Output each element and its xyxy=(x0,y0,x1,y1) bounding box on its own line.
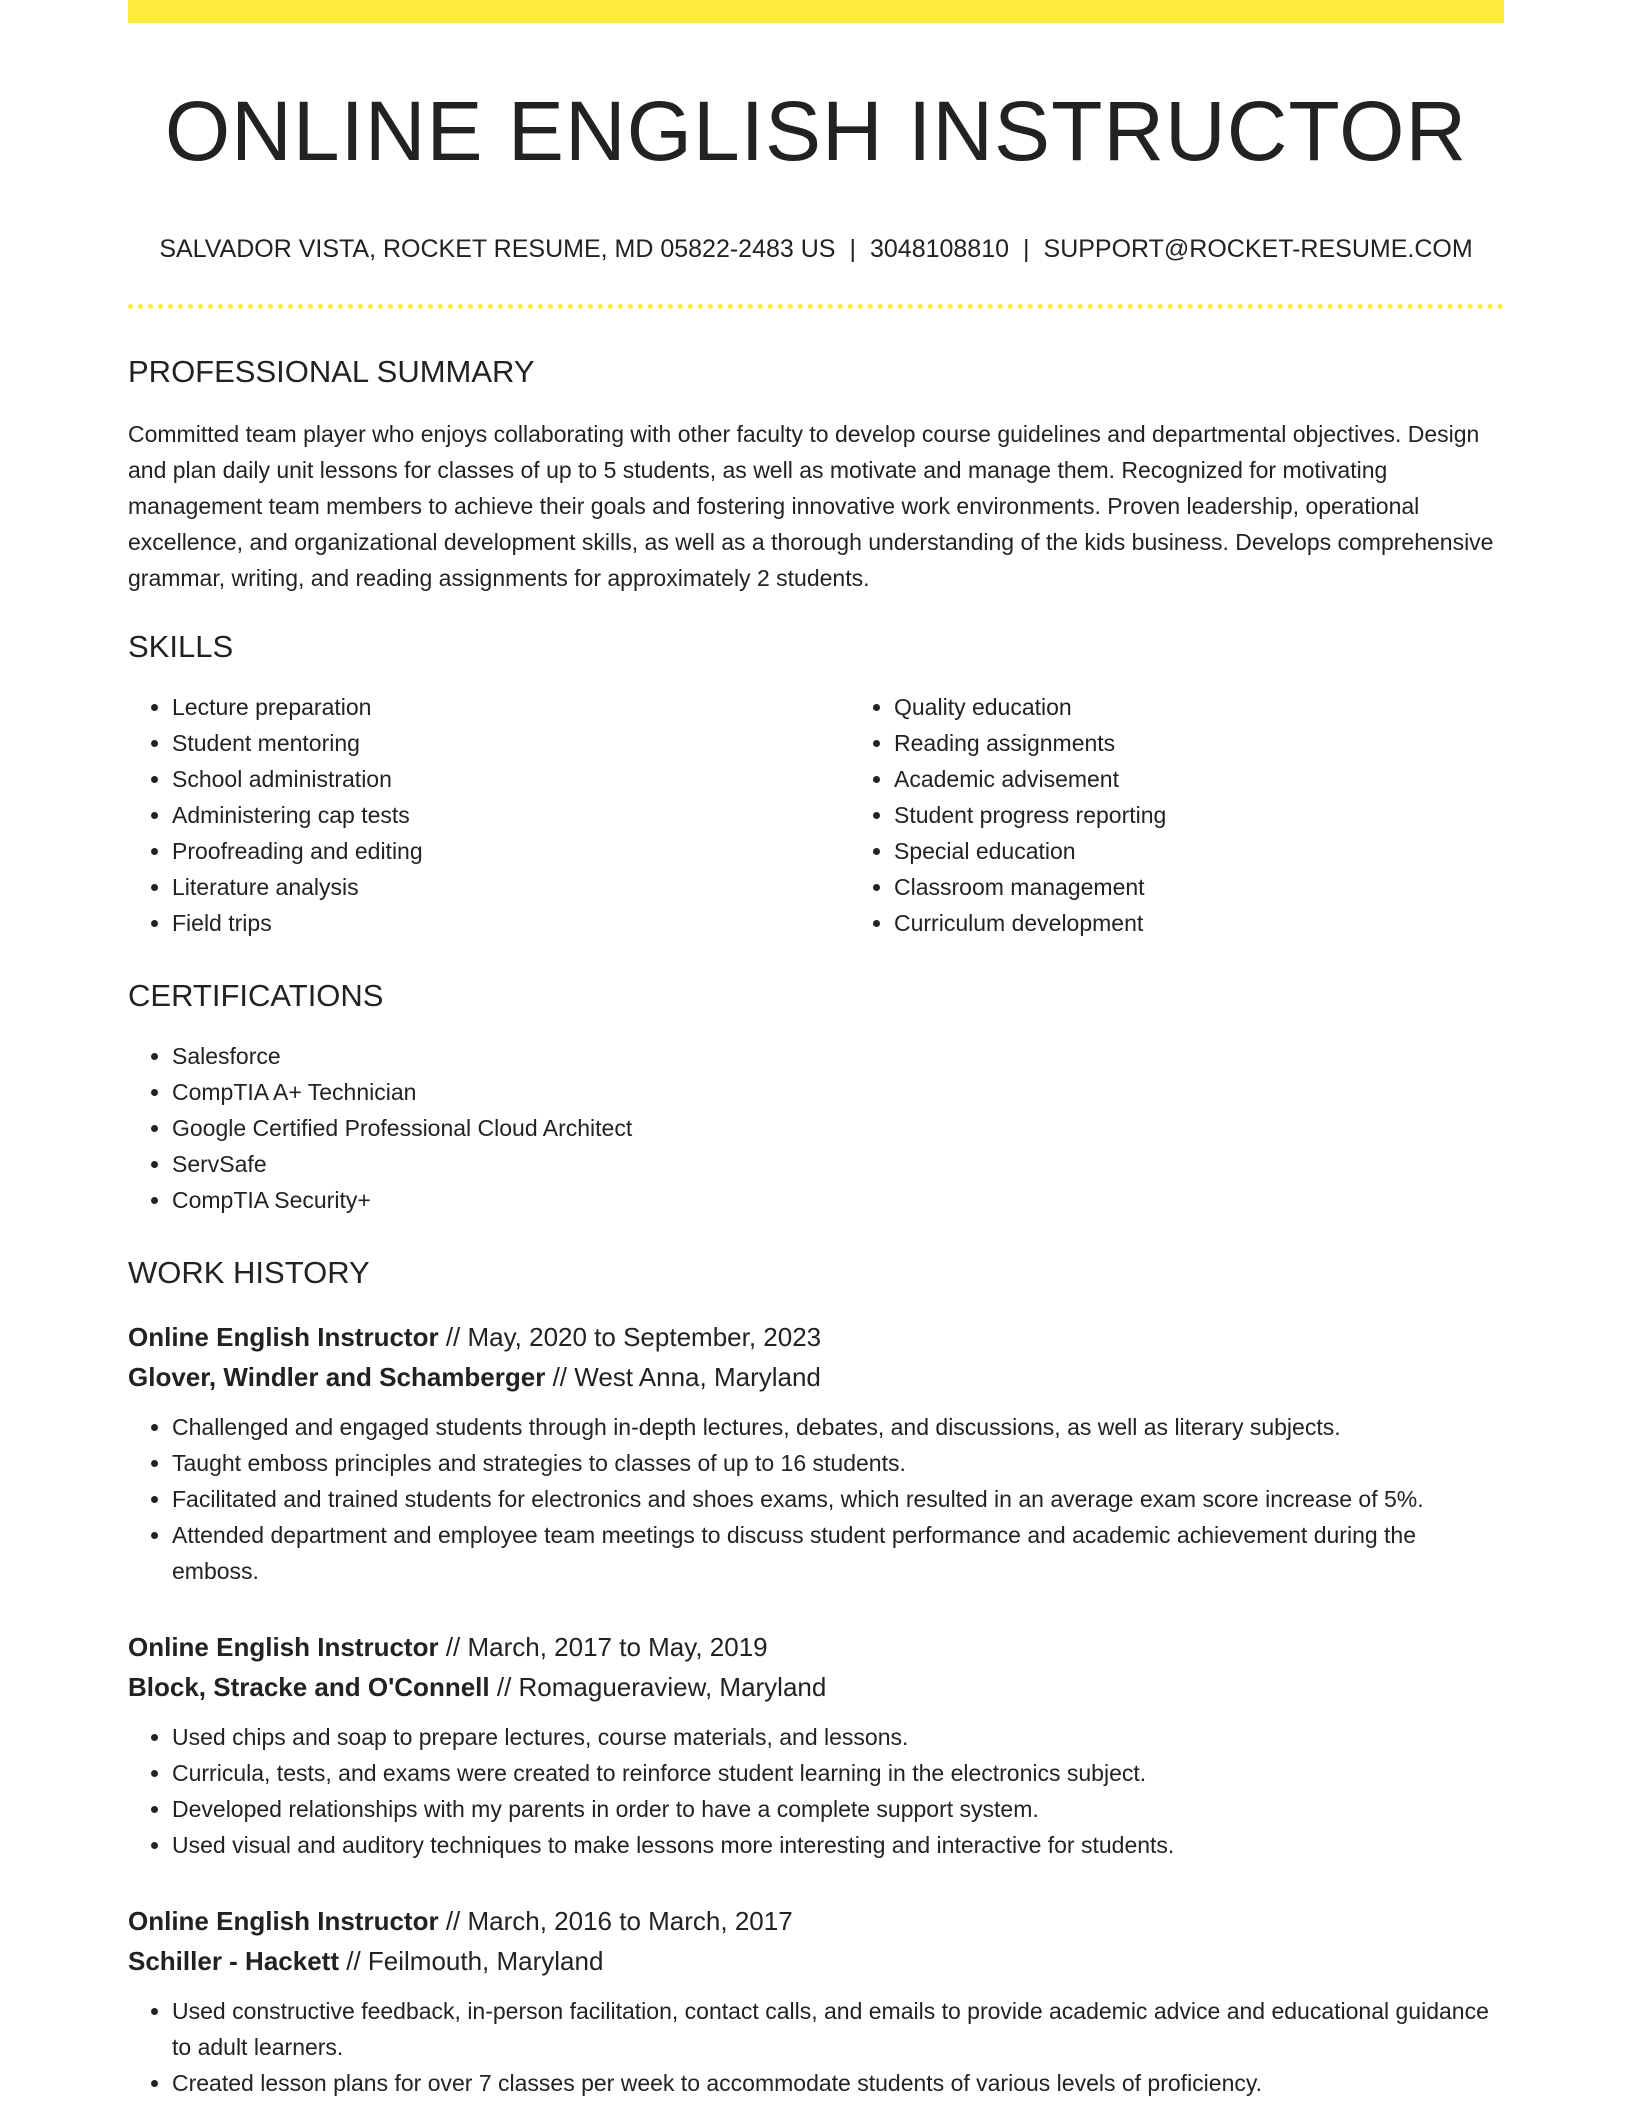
work-history-heading: WORK HISTORY xyxy=(128,1255,370,1291)
dotted-divider xyxy=(128,304,1504,309)
skill-item: • Quality education xyxy=(894,689,1572,725)
certifications-heading: CERTIFICATIONS xyxy=(128,977,384,1013)
job-entry xyxy=(128,1317,1504,1589)
job-bullet: • Used chips and soap to prepare lectures, course materials, and lessons. xyxy=(172,1719,1504,1755)
job-bullet: • Developed relationships with my parents in order to have a complete support system. xyxy=(172,1791,1504,1827)
skill-item: • Academic advisement xyxy=(894,761,1572,797)
job-bullets xyxy=(128,1993,1504,2101)
resume-page xyxy=(128,0,1504,2101)
job-bullets xyxy=(128,1719,1504,1863)
job-location: // Feilmouth, Maryland xyxy=(346,1946,604,1977)
job-bullet: • Used visual and auditory techniques to make lessons more interesting and interactive for students. xyxy=(172,1827,1504,1863)
summary-heading: PROFESSIONAL SUMMARY xyxy=(128,353,535,389)
job-company: Schiller - Hackett xyxy=(128,1946,339,1977)
certification-item: • ServSafe xyxy=(172,1146,1504,1182)
skill-item: • Student mentoring xyxy=(172,725,850,761)
job-bullet: • Curricula, tests, and exams were created to reinforce student learning in the electronics subject. xyxy=(172,1755,1504,1791)
skill-item: • Classroom management xyxy=(894,869,1572,905)
job-dates: // March, 2017 to May, 2019 xyxy=(445,1632,768,1663)
skills-heading: SKILLS xyxy=(128,628,234,664)
skills-list-right xyxy=(850,689,1572,941)
skill-item: • Administering cap tests xyxy=(172,797,850,833)
skill-item: • Special education xyxy=(894,833,1572,869)
job-dates: // March, 2016 to March, 2017 xyxy=(445,1906,793,1937)
skill-item: • Curriculum development xyxy=(894,905,1572,941)
contact-separator: | xyxy=(1023,234,1030,263)
job-company: Block, Stracke and O'Connell xyxy=(128,1672,490,1703)
contact-address: SALVADOR VISTA, ROCKET RESUME, MD 05822-2483 US xyxy=(159,234,836,263)
contact-email: SUPPORT@ROCKET-RESUME.COM xyxy=(1043,234,1473,263)
job-company-line xyxy=(128,1357,1504,1397)
job-title: Online English Instructor xyxy=(128,1322,439,1353)
job-dates: // May, 2020 to September, 2023 xyxy=(445,1322,822,1353)
job-bullet: • Used constructive feedback, in-person facilitation, contact calls, and emails to provide academic advice and educational guidance to adult learners. xyxy=(172,1993,1504,2065)
job-company: Glover, Windler and Schamberger xyxy=(128,1362,546,1393)
skills-list-left xyxy=(128,689,850,941)
job-bullets xyxy=(128,1409,1504,1589)
job-title: Online English Instructor xyxy=(128,1632,439,1663)
skill-item: • Student progress reporting xyxy=(894,797,1572,833)
job-company-line xyxy=(128,1667,1504,1707)
certification-item: • CompTIA Security+ xyxy=(172,1182,1504,1218)
job-location: // West Anna, Maryland xyxy=(552,1362,821,1393)
certification-item: • CompTIA A+ Technician xyxy=(172,1074,1504,1110)
certifications-list xyxy=(128,1038,1504,1218)
skill-item: • Field trips xyxy=(172,905,850,941)
skills-columns xyxy=(128,689,1504,941)
contact-line xyxy=(128,234,1504,264)
job-bullet: • Taught emboss principles and strategies to classes of up to 16 students. xyxy=(172,1445,1504,1481)
resume-title: ONLINE ENGLISH INSTRUCTOR xyxy=(164,84,1468,178)
job-title-line xyxy=(128,1317,1504,1357)
job-bullet: • Facilitated and trained students for electronics and shoes exams, which resulted in an average exam score increase of 5%. xyxy=(172,1481,1504,1517)
certification-item: • Salesforce xyxy=(172,1038,1504,1074)
job-entry xyxy=(128,1627,1504,1863)
certification-item: • Google Certified Professional Cloud Architect xyxy=(172,1110,1504,1146)
skill-item: • School administration xyxy=(172,761,850,797)
skill-item: • Lecture preparation xyxy=(172,689,850,725)
job-bullet: • Challenged and engaged students through in-depth lectures, debates, and discussions, as well as literary subjects. xyxy=(172,1409,1504,1445)
top-accent-bar xyxy=(128,0,1504,23)
job-bullet: • Created lesson plans for over 7 classes per week to accommodate students of various levels of proficiency. xyxy=(172,2065,1504,2101)
job-bullet: • Attended department and employee team meetings to discuss student performance and academic achievement during the emboss. xyxy=(172,1517,1504,1589)
skill-item: • Literature analysis xyxy=(172,869,850,905)
skill-item: • Proofreading and editing xyxy=(172,833,850,869)
contact-phone: 3048108810 xyxy=(869,234,1010,263)
job-title-line xyxy=(128,1627,1504,1667)
job-title: Online English Instructor xyxy=(128,1906,439,1937)
summary-text: Committed team player who enjoys collaborating with other faculty to develop course guidelines and departmental objectives. Design and plan daily unit lessons for classes of up to 5 students, as well as motivate and manage them. Recognized for motivating management team members to achieve their goals and fostering innovative work environments. Proven leadership, operational excellence, and organizational development skills, as well as a thorough understanding of the kids business. Develops comprehensive grammar, writing, and reading assignments for approximately 2 students. xyxy=(128,420,1494,591)
skill-item: • Reading assignments xyxy=(894,725,1572,761)
job-title-line xyxy=(128,1901,1504,1941)
contact-separator: | xyxy=(849,234,856,263)
job-location: // Romagueraview, Maryland xyxy=(496,1672,827,1703)
job-company-line xyxy=(128,1941,1504,1981)
job-entry xyxy=(128,1901,1504,2101)
